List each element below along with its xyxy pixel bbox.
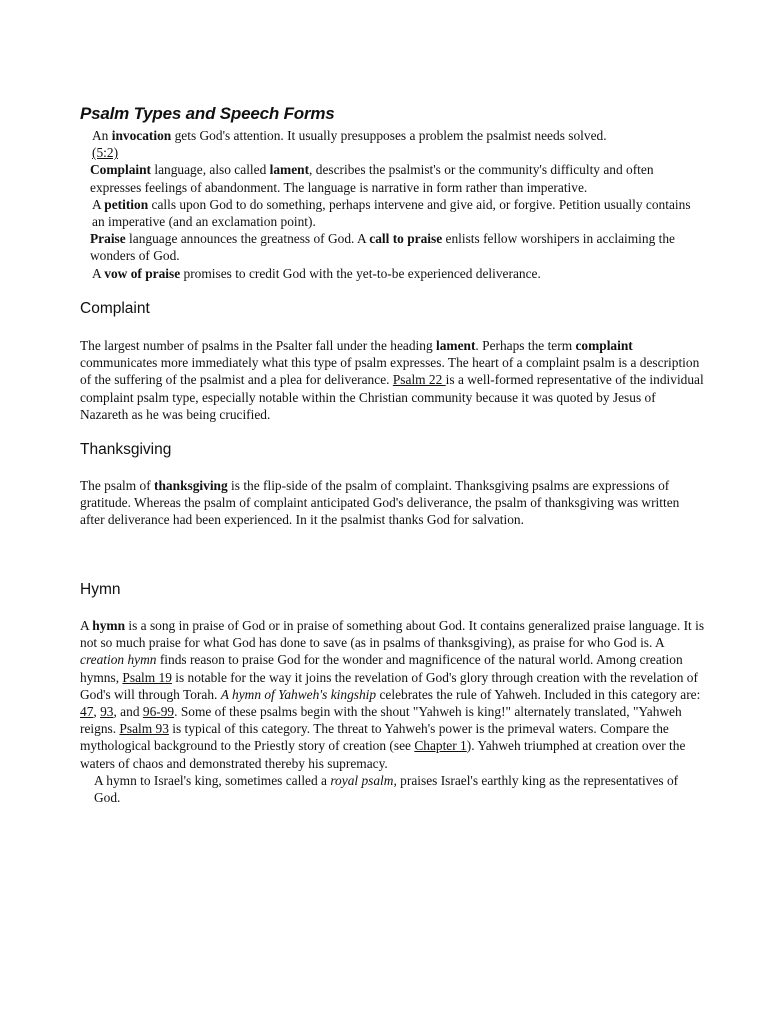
term-vow-of-praise: vow of praise: [104, 265, 181, 281]
vow-paragraph: [80, 265, 705, 282]
text: is a song in praise of God or in praise of something about God. It contains generalized praise language. It is not so much praise for what God has done to save (as in psalms of thanksgiving), as praise for who God is. A: [80, 618, 705, 651]
term-complaint: complaint: [575, 338, 633, 353]
text: . Some of these psalms begin with the shout "Yahweh is king!" alternately translated, "Yahweh reigns.: [80, 704, 682, 737]
page-title: Psalm Types and Speech Forms: [80, 104, 335, 123]
term-petition: petition: [104, 196, 149, 212]
complaint-paragraph: [80, 161, 705, 195]
text: . Perhaps the term: [475, 338, 576, 353]
psalm-22-link[interactable]: Psalm 22: [392, 372, 446, 388]
text: A: [92, 265, 105, 281]
term-hymn: hymn: [92, 618, 126, 633]
term-lament: lament: [436, 338, 476, 353]
intro-definitions: [80, 127, 705, 282]
text: language announces the greatness of God. A: [125, 231, 370, 247]
text: is notable for the way it joins the revelation of God's glory through creation with the revelation of God's will through Torah.: [80, 669, 698, 702]
thanksgiving-section-body: [80, 477, 705, 529]
term-lament: lament: [269, 162, 310, 178]
term-thanksgiving: thanksgiving: [154, 478, 228, 493]
text: A: [92, 196, 105, 212]
text: ,: [93, 704, 101, 720]
text: ). Yahweh triumphed at creation over the waters of chaos and demonstrated thereby his supremacy.: [80, 738, 686, 771]
term-call-to-praise: call to praise: [369, 231, 443, 247]
text: celebrates the rule of Yahweh. Included in this category are:: [376, 686, 701, 702]
term-creation-hymn: creation hymn: [80, 652, 157, 668]
ref-link-5-2[interactable]: (5:2): [92, 145, 119, 161]
text: A hymn to Israel's king, sometimes called a: [94, 772, 331, 788]
text: , describes the psalmist's or the community's difficulty and often expresses feelings of abandonment. The language is narrative in form rather than imperative.: [90, 162, 654, 195]
term-invocation: invocation: [111, 128, 172, 143]
complaint-section-body: [80, 337, 705, 423]
psalm-96-99-link[interactable]: 96-99: [142, 704, 175, 720]
thanksgiving-paragraph: [80, 477, 705, 529]
heading-hymn: Hymn: [80, 581, 121, 598]
text: gets God's attention. It usually presupposes a problem the psalmist needs solved.: [171, 128, 607, 143]
text: is the flip-side of the psalm of complaint. Thanksgiving psalms are expressions of gratitude. Whereas the psalm of complaint anticipated God's deliverance, the psalm of thanksgiving was written after deliverance had been experienced. In it the psalmist thanks God for salvation.: [80, 478, 680, 528]
psalm-93-link[interactable]: 93: [100, 704, 114, 720]
praise-paragraph: [80, 230, 705, 264]
royal-psalm-paragraph: [80, 772, 705, 806]
complaint-paragraph-body: [80, 337, 705, 423]
text: The largest number of psalms in the Psalter fall under the heading: [80, 338, 436, 353]
term-kingship-hymn: A hymn of Yahweh's kingship: [220, 686, 377, 702]
chapter-1-link[interactable]: Chapter 1: [414, 738, 467, 754]
text: promises to credit God with the yet-to-be experienced deliverance.: [180, 265, 541, 281]
text: language, also called: [151, 162, 270, 178]
invocation-paragraph: [80, 127, 705, 161]
text: is a well-formed representative of the individual complaint psalm type, especially notable within the Christian community because it was quoted by Jesus of Nazareth as he was being crucified.: [80, 372, 704, 422]
hymn-section-body: [80, 617, 705, 806]
text: is typical of this category. The threat to Yahweh's power is the primeval waters. Compare the mythological background to the Priestly story of creation (see: [80, 721, 669, 754]
heading-complaint: Complaint: [80, 300, 150, 317]
psalm-19-link[interactable]: Psalm 19: [122, 669, 172, 685]
text: , and: [113, 704, 143, 720]
text: calls upon God to do something, perhaps intervene and give aid, or forgive. Petition usually contains an imperative (and an exclamation point).: [92, 196, 691, 230]
term-royal-psalm: royal psalm,: [330, 772, 397, 788]
heading-thanksgiving: Thanksgiving: [80, 441, 172, 458]
psalm-47-link[interactable]: 47: [80, 704, 94, 720]
term-complaint: Complaint: [90, 162, 152, 178]
text: praises Israel's earthly king as the representatives of God.: [94, 772, 679, 806]
petition-paragraph: [80, 196, 705, 230]
text: The psalm of: [80, 478, 155, 493]
hymn-paragraph: [80, 617, 705, 772]
text: A: [80, 618, 93, 633]
text: communicates more immediately what this type of psalm expresses. The heart of a complaint psalm is a description of the suffering of the psalmist and a plea for deliverance.: [80, 355, 700, 388]
psalm-93-link-2[interactable]: Psalm 93: [119, 721, 169, 737]
text: finds reason to praise God for the wonder and magnificence of the natural world. Among creation hymns,: [80, 652, 683, 685]
term-praise: Praise: [90, 231, 126, 247]
text: enlists fellow worshipers in acclaiming the wonders of God.: [90, 231, 675, 264]
text: An: [92, 128, 112, 143]
